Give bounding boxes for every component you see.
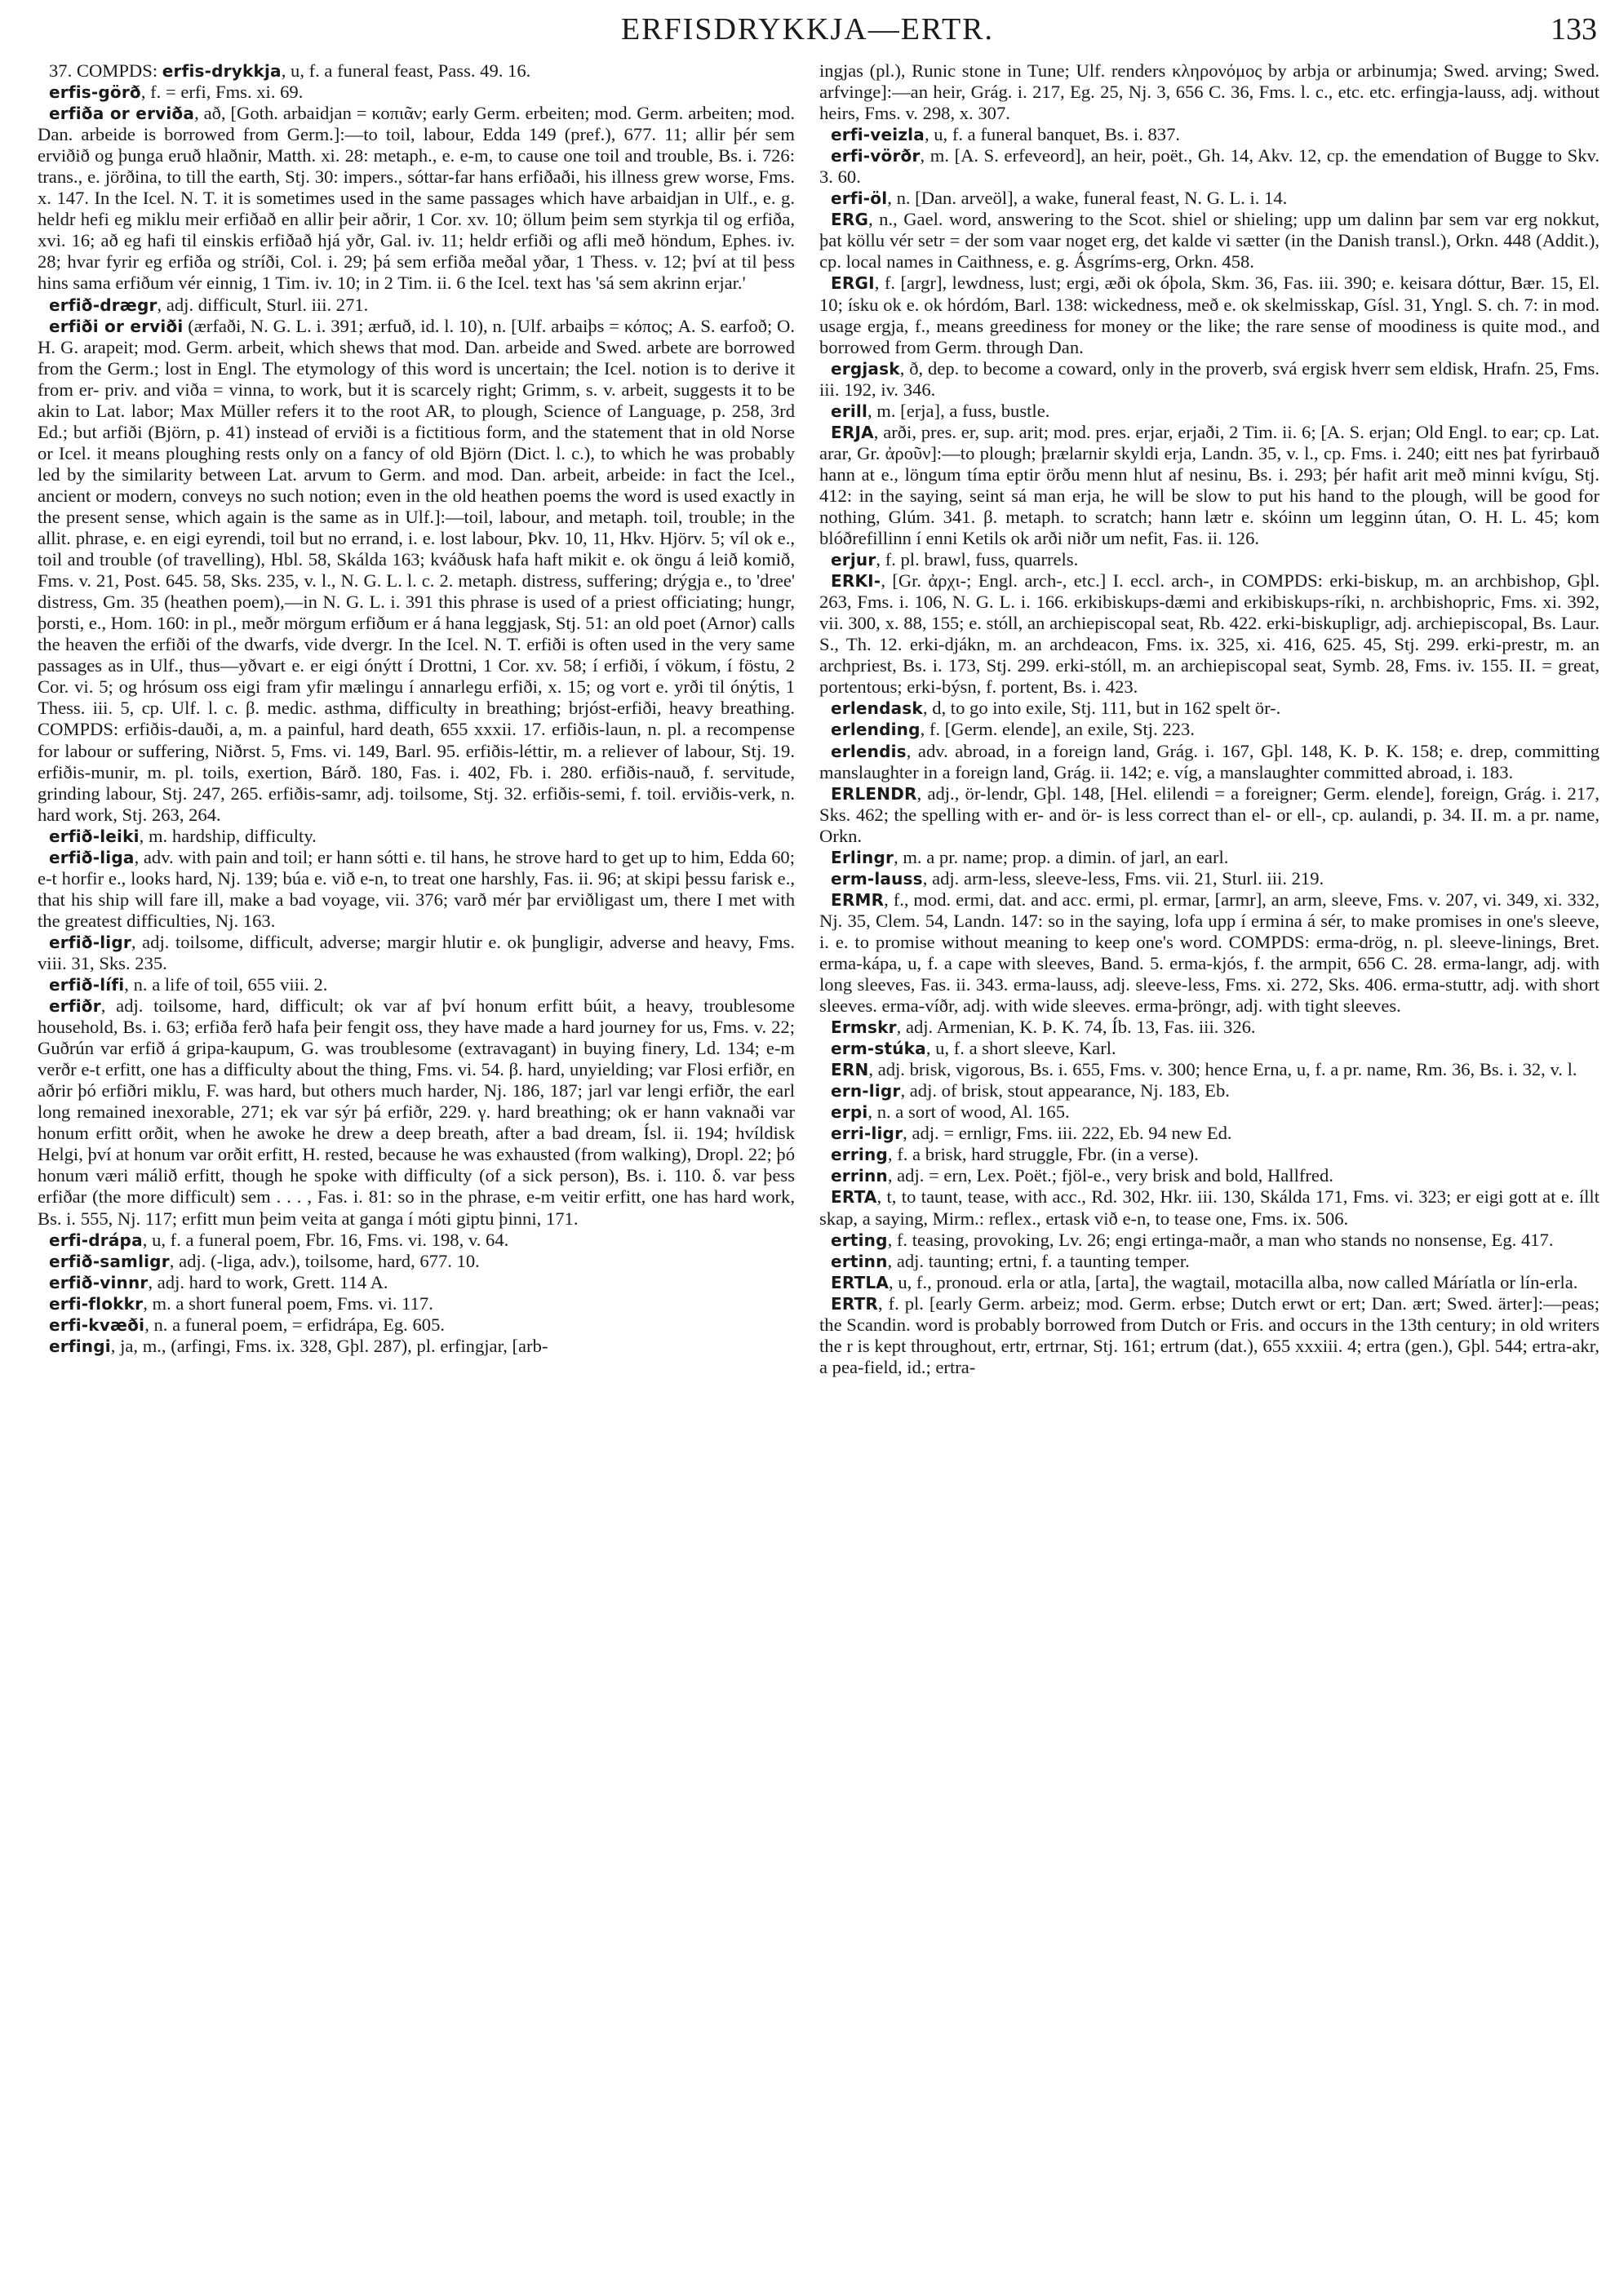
entry-headword: erm-lauss — [831, 868, 923, 889]
entry-headword: ern-ligr — [831, 1081, 901, 1101]
entry-definition: , d, to go into exile, Stj. 111, but in 162 spelt ör-. — [922, 698, 1281, 719]
page-header — [0, 7, 1615, 47]
entry-definition: , m. hardship, difficulty. — [139, 825, 317, 846]
dictionary-entry — [819, 209, 1599, 273]
dictionary-entry — [819, 549, 1599, 570]
entry-definition: , adj. hard to work, Grett. 114 A. — [148, 1271, 388, 1292]
dictionary-entry — [819, 868, 1599, 889]
dictionary-entry — [38, 995, 795, 1230]
entry-definition: , adj. toilsome, difficult, adverse; margir hlutir e. ok þungligir, adverse and heavy, Fms. viii. 31, Sks. 235. — [38, 931, 795, 973]
entry-definition: , f. pl. [early Germ. arbeiz; mod. Germ. erbse; Dutch erwt or ert; Dan. ært; Swed. ärter]:—peas; the Scandin. word is probably borrowed from Dutch or Fris. and occurs in the 13th century; in old writers the r is kept throughout, ertr, ertrnar, Stj. 161; ertrum (dat.), 655 xxxiii. 4; ertra (gen.), Gþl. 544; ertra-akr, a pea-field, id.; ertra- — [819, 1292, 1599, 1377]
entry-headword: erfiði or erviði — [49, 316, 184, 336]
entry-definition: , adv. abroad, in a foreign land, Grág. i. 167, Gþl. 148, K. Þ. K. 158; e. drep, committing manslaughter in a foreign land, Grág. ii. 142; e. víg, a manslaughter committed abroad, i. 183. — [819, 740, 1599, 782]
entry-headword: ERTLA — [831, 1272, 890, 1292]
entry-headword: erfið-leiki — [49, 826, 140, 846]
entry-definition: , adj. brisk, vigorous, Bs. i. 655, Fms. v. 300; hence Erna, u, f. a pr. name, Rm. 36, Bs. i. 32, v. l. — [868, 1059, 1577, 1080]
dictionary-entry — [38, 1336, 795, 1357]
entry-headword: erfi-flokkr — [49, 1293, 144, 1314]
entry-headword: erfið-samligr — [49, 1251, 170, 1271]
entry-headword: erring — [831, 1145, 888, 1165]
entry-definition: , f. a brisk, hard struggle, Fbr. (in a verse). — [887, 1144, 1199, 1165]
entry-definition: , ja, m., (arfingi, Fms. ix. 328, Gþl. 287), pl. erfingjar, [arb- — [110, 1335, 548, 1356]
entry-definition: , n. a sort of wood, Al. 165. — [867, 1101, 1070, 1123]
entry-definition: , adv. with pain and toil; er hann sótti e. til hans, he strove hard to get up to him, Edda 60; e-t horfir e., looks hard, Nj. 139; búa e. við e-n, to treat one harshly, Fas. ii. 96; at skipi þessu farisk e., that his ship will fare ill, make a bad voyage, vii. 376; varð mér þar erviðligast um, there I met with the greatest difficulties, Nj. 163. — [38, 846, 795, 931]
entry-headword: erpi — [831, 1102, 868, 1123]
dictionary-entry — [819, 783, 1599, 847]
entry-definition: , n. a life of toil, 655 viii. 2. — [124, 974, 328, 995]
entry-definition: , n. [Dan. arveöl], a wake, funeral feast, N. G. L. i. 14. — [887, 188, 1288, 209]
entry-definition: , adj. of brisk, stout appearance, Nj. 183, Eb. — [900, 1080, 1230, 1101]
entry-definition: , ð, dep. to become a coward, only in the proverb, svá ergisk hverr sem eldisk, Hrafn. 25, Fms. iii. 192, iv. 346. — [819, 357, 1599, 400]
entry-headword: erfið-lífi — [49, 975, 125, 995]
dictionary-entry — [38, 932, 795, 974]
entry-definition: , u, f. a funeral banquet, Bs. i. 837. — [924, 124, 1181, 145]
entry-headword: erlendask — [831, 698, 923, 719]
entry-definition: , t, to taunt, tease, with acc., Rd. 302, Hkr. iii. 130, Skálda 171, Fms. vi. 323; er eigi gott at e. íllt skap, a saying, Mirm.: reflex., ertask við e-n, to tease one, Fms. ix. 506. — [819, 1186, 1599, 1229]
entry-headword: erfið-drægr — [49, 295, 158, 315]
entry-headword: ertinn — [831, 1251, 888, 1271]
entry-definition: , adj., ör-lendr, Gþl. 148, [Hel. elilendi = a foreigner; Germ. elende], foreign, Grág. i. 217, Sks. 462; the spelling with er- and ör- is less correct than el- or ell-, cp. aulandi, p. 34. II. m. a pr. name, Orkn. — [819, 782, 1599, 846]
entry-headword: erfi-öl — [831, 188, 888, 209]
left-column — [38, 60, 795, 2293]
dictionary-entry — [819, 188, 1599, 209]
dictionary-entry — [819, 1144, 1599, 1165]
entry-definition: , f. [argr], lewdness, lust; ergi, æði ok óþola, Skm. 36, Fas. iii. 390; e. keisara dóttur, Bær. 15, El. 10; ísku ok e. ok hórdóm, Barl. 138: wickedness, með e. ok skelmisskap, Gísl. 31, Yngl. S. ch. 7: in mod. usage ergja, f., means greediness for money or the like; the rare sense of moodiness is quite mod., and borrowed from Germ. through Dan. — [819, 273, 1599, 357]
dictionary-entry — [819, 1123, 1599, 1144]
entry-headword: ERTA — [831, 1187, 877, 1208]
entry-definition: , n. a funeral poem, = erfidrápa, Eg. 605. — [144, 1314, 446, 1335]
entry-definition: , f. pl. brawl, fuss, quarrels. — [876, 549, 1079, 570]
entry-headword: erfið-vinnr — [49, 1272, 149, 1292]
entry-definition: , adj. difficult, Sturl. iii. 271. — [157, 294, 369, 315]
entry-definition: , adj. arm-less, sleeve-less, Fms. vii. 21, Sturl. iii. 219. — [922, 867, 1324, 889]
dictionary-entry — [819, 60, 1599, 124]
entry-definition: , f., mod. ermi, dat. and acc. ermi, pl. ermar, [armr], an arm, sleeve, Fms. v. 207, vi. 349, xi. 332, Nj. 35, Clem. 54, Landn. 147: so in the saying, lofa upp í ermina á sér, to make promises in one's sleeve, i. e. to promise without meaning to keep one's word. COMPDS: erma-drög, n. pl. sleeve-linings, Bret. erma-kápa, u, f. a cape with sleeves, Band. 5. erma-kjós, f. the armpit, 656 C. 28. erma-langr, adj. with long sleeves, Fas. ii. 343. erma-lauss, adj. sleeve-less, Fms. xi. 272, Sks. 406. erma-stuttr, adj. with short sleeves. erma-víðr, adj. with wide sleeves. erma-þröngr, adj. with tight sleeves. — [819, 889, 1599, 1017]
dictionary-entry — [38, 847, 795, 932]
dictionary-entry — [38, 1272, 795, 1293]
entry-definition: ingjas (pl.), Runic stone in Tune; Ulf. renders κληρονόμος by arbja or arbinumja; Swed. arving; Swed. arfvinge]:—an heir, Grág. i. 217, Eg. 25, Nj. 3, 656 C. 36, Fms. l. c., etc. etc. erfingja-lauss, adj. without heirs, Fms. v. 298, x. 307. — [819, 60, 1599, 124]
entry-prefix: 37. COMPDS: — [49, 60, 162, 81]
entry-headword: erfiða or erviða — [49, 104, 195, 124]
entry-definition: , u, f. a funeral poem, Fbr. 16, Fms. vi. 198, v. 64. — [142, 1229, 509, 1250]
dictionary-entry — [819, 1080, 1599, 1101]
entry-headword: ERKI- — [831, 571, 881, 592]
entry-headword: erfingi — [49, 1336, 111, 1356]
entry-headword: erfis-görð — [49, 82, 141, 103]
dictionary-entry — [38, 1314, 795, 1336]
entry-definition: , að, [Goth. arbaidjan = κοπιᾶν; early Germ. erbeiten; mod. Germ. arbeiten; mod. Dan. arbeide is borrowed from Germ.]:—to toil, labour, Edda 149 (pref.), 677. 11; allir þér sem erviðið og þunga eruð hlaðnir, Matth. xi. 28: metaph., e. e-m, to cause one toil and trouble, Bs. i. 726: trans., e. jörðina, to till the earth, Stj. 30: impers., sóttar-far hans erfiðaði, his illness grew worse, Fms. x. 147. In the Icel. N. T. it is sometimes used in the same passages which have arbaidjan in Ulf., e. g. heldr hefi eg miklu meir erfiðað en allir þeir aðrir, 1 Cor. xv. 10; öllum þeim sem styrkja til og erfiða, xvi. 16; að eg hafi til einskis erfiðað hjá yðr, Gal. iv. 11; heldr erfiði og afli með höndum, Ephes. iv. 28; hvar fyrir eg erfiða og stríði, Col. i. 29; þá sem erfiða meðal yðar, 1 Thess. v. 12; því at til þess hins sama erfiðum vér einnig, 1 Tim. iv. 10; in 2 Tim. ii. 6 the Icel. text has 'sá sem akrinn erjar.' — [38, 103, 795, 294]
entry-definition: , adj. Armenian, K. Þ. K. 74, Íb. 13, Fas. iii. 326. — [896, 1017, 1256, 1038]
dictionary-entry — [819, 1165, 1599, 1186]
entry-definition: , adj. = ernligr, Fms. iii. 222, Eb. 94 new Ed. — [903, 1123, 1232, 1144]
entry-headword: erfið-ligr — [49, 932, 131, 952]
entry-headword: erfi-vörðr — [831, 146, 921, 166]
dictionary-entry — [819, 1101, 1599, 1123]
entry-headword: ergjask — [831, 358, 900, 379]
entry-headword: erill — [831, 401, 867, 421]
dictionary-entry — [819, 358, 1599, 401]
dictionary-entry — [819, 847, 1599, 868]
entry-definition: , f. = erfi, Fms. xi. 69. — [140, 82, 304, 103]
dictionary-entry — [819, 145, 1599, 188]
entry-definition: , n., Gael. word, answering to the Scot. shiel or shieling; upp um dalinn þar sem var erg nokkut, þat köllu vér setr = der som vaar noget erg, det kalde vi sætter (in the Danish transl.), Orkn. 448 (Addit.), cp. local names in Caithness, e. g. Ásgríms-erg, Orkn. 458. — [819, 209, 1599, 273]
column-gutter — [806, 60, 807, 2293]
dictionary-entry — [819, 1293, 1599, 1378]
dictionary-entry — [38, 316, 795, 826]
dictionary-entry — [819, 889, 1599, 1017]
entry-definition: , [Gr. ἀρχι-; Engl. arch-, etc.] I. eccl. arch-, in COMPDS: erki-biskup, m. an archbishop, Gþl. 263, Fms. i. 106, N. G. L. i. 166. erkibiskups-dæmi and erkibiskups-ríki, n. archbishopric, Fms. xi. 392, vii. 300, x. 88, 155; e. stóll, an archiepiscopal seat, Rb. 422. erki-biskupligr, adj. archiepiscopal, Bs. Laur. S., Th. 12. erki-djákn, m. an archdeacon, Fms. ix. 325, xi. 416, 625. 45, Stj. 299. erki-prestr, m. an archpriest, Bs. i. 173, Stj. 299. erki-stóll, m. an archiepiscopal seat, Symb. 28, Fms. iv. 155. II. = great, portentous; erki-býsn, f. portent, Bs. i. 423. — [819, 570, 1599, 698]
dictionary-entry — [38, 82, 795, 103]
entry-headword: ERTR — [831, 1293, 879, 1314]
dictionary-entry — [819, 719, 1599, 740]
entry-headword: erfið-liga — [49, 847, 135, 867]
dictionary-entry — [38, 974, 795, 995]
entry-headword: erri-ligr — [831, 1124, 903, 1144]
dictionary-entry — [38, 1230, 795, 1251]
entry-headword: ERJA — [831, 422, 874, 442]
entry-headword: erm-stúka — [831, 1039, 926, 1059]
entry-definition: , adj. taunting; ertni, f. a taunting temper. — [887, 1250, 1190, 1271]
entry-definition: , adj. = ern, Lex. Poët.; fjöl-e., very brisk and bold, Hallfred. — [887, 1165, 1333, 1186]
dictionary-entry — [819, 741, 1599, 783]
dictionary-entry — [819, 273, 1599, 357]
entry-headword: ERG — [831, 210, 869, 230]
entry-headword: ERLENDR — [831, 783, 917, 804]
dictionary-entry — [819, 1230, 1599, 1251]
entry-definition: , adj. toilsome, hard, difficult; ok var af því honum erfitt búit, a heavy, troublesome household, Bs. i. 63; erfiða ferð hafa þeir fengit oss, they have made a hard journey for us, Fms. v. 22; Guðrún var erfið á gripa-kaupum, G. was troublesome (extravagant) in buying finery, Ld. 134; e-m verðr e-t erfitt, one has a difficulty about the thing, Fms. vi. 54. β. hard, unyielding; var Flosi erfiðr, en aðrir þó erfiðri miklu, F. was hard, but others much harder, Nj. 186, 187; jarl var lengi erfiðr, the earl long remained inexorable, 271; ek var sýr þá erfiðr, 229. γ. hard breathing; ok er hann vaknaði var honum erfitt orðit, when he awoke he drew a deep breath, after a bad dream, Ísl. ii. 194; hvíldisk Helgi, því at honum var orðit erfitt, H. rested, because he was exhausted (from walking), Dropl. 22; þó honum væri málið erfitt, though he spoke with difficulty (of a sick person), Bs. i. 110. δ. var þess erfiðar (the more difficult) sem . . . , Fas. i. 81: so in the phrase, e-m veitir erfitt, one has hard work, Bs. i. 555, Nj. 117; erfitt mun þeim veita at ganga í móti giptu þinni, 171. — [38, 995, 795, 1229]
entry-definition: , u, f., pronoud. erla or atla, [arta], the wagtail, motacilla alba, now called Máríatla or lín-erla. — [889, 1271, 1578, 1292]
entry-headword: erfi-veizla — [831, 125, 925, 145]
entry-definition: , m. a pr. name; prop. a dimin. of jarl, an earl. — [894, 846, 1229, 867]
dictionary-entry — [38, 60, 795, 82]
entry-definition: , m. a short funeral poem, Fms. vi. 117. — [143, 1292, 433, 1314]
entry-headword: errinn — [831, 1166, 888, 1186]
entry-definition: , f. teasing, provoking, Lv. 26; engi ertinga-maðr, a man who stands no nonsense, Eg. 417. — [887, 1229, 1554, 1250]
entry-definition: , u, f. a funeral feast, Pass. 49. 16. — [281, 60, 531, 81]
running-head: ERFISDRYKKJA—ERTR. — [620, 12, 995, 47]
entry-headword: erjur — [831, 550, 876, 570]
entry-definition: , adj. (-liga, adv.), toilsome, hard, 677. 10. — [169, 1250, 480, 1271]
entry-definition: (ærfaði, N. G. L. i. 391; ærfuð, id. l. 10), n. [Ulf. arbaiþs = κόπος; A. S. earfoð; O. H. G. arapeit; mod. Germ. arbeit, which shews that mod. Dan. arbeide and Swed. arbete are borrowed from the Germ.; lost in Engl. The etymology of this word is uncertain; the Icel. notion is to derive it from er- priv. and viða = vinna, to work, but it is scarcely right; Grimm, s. v. arbeit, suggests it to be akin to Lat. labor; Max Müller refers it to the root AR, to plough, Science of Language, p. 258, 3rd Ed.; but arfiði (Björn, p. 41) instead of erviði is a fictitious form, and the statement that in old Norse or Icel. it means ploughing rests only on a fancy of old Björn (Dict. l. c.), to which he was probably led by the similarity between Lat. arvum to Germ. and mod. Dan. arbeit, arbeide: in fact the Icel., ancient or modern, conveys no such notion; even in the old heathen poems the word is used exactly in the present sense, which again is the same as in Ulf.]:—toil, labour, and metaph. toil, trouble; in the allit. phrase, e. en eigi eyrendi, toil but no errand, i. e. lost labour, Þkv. 10, 11, Hkv. Hjörv. 5; víl ok e., toil and trouble (of travelling), Hbl. 58, Skálda 163; kváðusk hafa haft mikit e. ok öngu á leið komið, Fms. v. 21, Post. 645. 58, Sks. 235, v. l., N. G. L. l. c. 2. metaph. distress, suffering; drýgja e., to 'dree' distress, Gm. 35 (heathen poem),—in N. G. L. i. 391 this phrase is used of a priest officiating; hungr, þorsti, e., Hom. 160: in pl., meðr mörgum erfiðum er á hana leggjask, Stj. 51: an old poet (Arnor) calls the heaven the erfiði of the dwarfs, vide dvergr. In the Icel. N. T. erfiði is often used in the very same passages as in Ulf., thus—yðvart e. er eigi ónýtt í Drottni, 1 Cor. xv. 58; í erfiði, í vökum, í föstu, 2 Cor. vi. 5; og hrósum oss eigi fram yfir mælingu í annarlegu erfiði, x. 15; og vort e. yrði til ónýtis, 1 Thess. iii. 5, cp. Ulf. l. c. β. medic. asthma, difficulty in breathing; brjóst-erfiði, heavy breathing. COMPDS: erfiðis-dauði, a, m. a painful, hard death, 655 xxxii. 17. erfiðis-laun, n. pl. a recompense for labour or suffering, Niðrst. 5, Fms. vi. 149, Barl. 95. erfiðis-léttir, m. a reliever of labour, Stj. 19. erfiðis-munir, m. pl. toils, exertion, Bárð. 180, Fas. i. 402, Fb. i. 280. erfiðis-nauð, f. servitude, grinding labour, Stj. 247, 265. erfiðis-samr, adj. toilsome, Stj. 32. erfiðis-semi, f. toil. erviðis-verk, n. hard work, Stj. 263, 264. — [38, 315, 795, 825]
right-column — [819, 60, 1599, 2293]
entry-headword: ERN — [831, 1060, 869, 1080]
dictionary-entry — [819, 401, 1599, 422]
entry-headword: erfiðr — [49, 996, 101, 1017]
entry-headword: erfi-drápa — [49, 1230, 143, 1250]
dictionary-entry — [38, 826, 795, 847]
dictionary-entry — [38, 1293, 795, 1314]
entry-definition: , m. [erja], a fuss, bustle. — [867, 400, 1050, 421]
dictionary-entry — [819, 1186, 1599, 1229]
entry-definition: , f. [Germ. elende], an exile, Stj. 223. — [920, 719, 1195, 740]
dictionary-entry — [38, 295, 795, 316]
dictionary-entry — [819, 124, 1599, 145]
entry-headword: Erlingr — [831, 847, 894, 867]
dictionary-entry — [819, 422, 1599, 549]
dictionary-entry — [38, 103, 795, 294]
entry-headword: ERMR — [831, 889, 885, 910]
entry-headword: erfis-drykkja — [162, 61, 282, 81]
dictionary-entry — [819, 1251, 1599, 1272]
page-number: 133 — [1551, 12, 1597, 47]
entry-headword: erfi-kvæði — [49, 1314, 145, 1335]
dictionary-entry — [819, 570, 1599, 698]
dictionary-entry — [819, 1038, 1599, 1059]
dictionary-entry — [819, 1017, 1599, 1038]
entry-definition: , arði, pres. er, sup. arit; mod. pres. erjar, erjaði, 2 Tim. ii. 6; [A. S. erjan; Old Engl. to ear; cp. Lat. arar, Gr. ἀροῦν]:—to plough; þrælarnir skyldi erja, Landn. 35, v. l., cp. Fms. i. 240; eitt nes þat fyrirbauð hann at e., löngum tíma eptir örðu menn hlut af nesinu, Bs. i. 293; þér hafit arit með minni kvígu, Stj. 412: in the saying, seint sá man erja, he will be slow to put his hand to the plough, will be good for nothing, Glúm. 341. β. metaph. to scratch; hann lætr e. skóinn um legginn útan, O. H. L. 45; kom blóðrefillinn í enni Ketils ok arði niðr um nefit, Fas. ii. 126. — [819, 421, 1599, 549]
entry-headword: erlending — [831, 720, 921, 740]
entry-definition: , m. [A. S. erfeveord], an heir, poët., Gh. 14, Akv. 12, cp. the emendation of Bugge to Skv. 3. 60. — [819, 145, 1599, 188]
dictionary-entry — [819, 698, 1599, 719]
entry-headword: erting — [831, 1230, 888, 1250]
dictionary-entry — [38, 1251, 795, 1272]
entry-headword: erlendis — [831, 741, 907, 761]
entry-headword: Ermskr — [831, 1017, 897, 1038]
entry-definition: , u, f. a short sleeve, Karl. — [925, 1038, 1116, 1059]
entry-headword: ERGI — [831, 273, 875, 294]
dictionary-entry — [819, 1272, 1599, 1293]
dictionary-entry — [819, 1059, 1599, 1080]
